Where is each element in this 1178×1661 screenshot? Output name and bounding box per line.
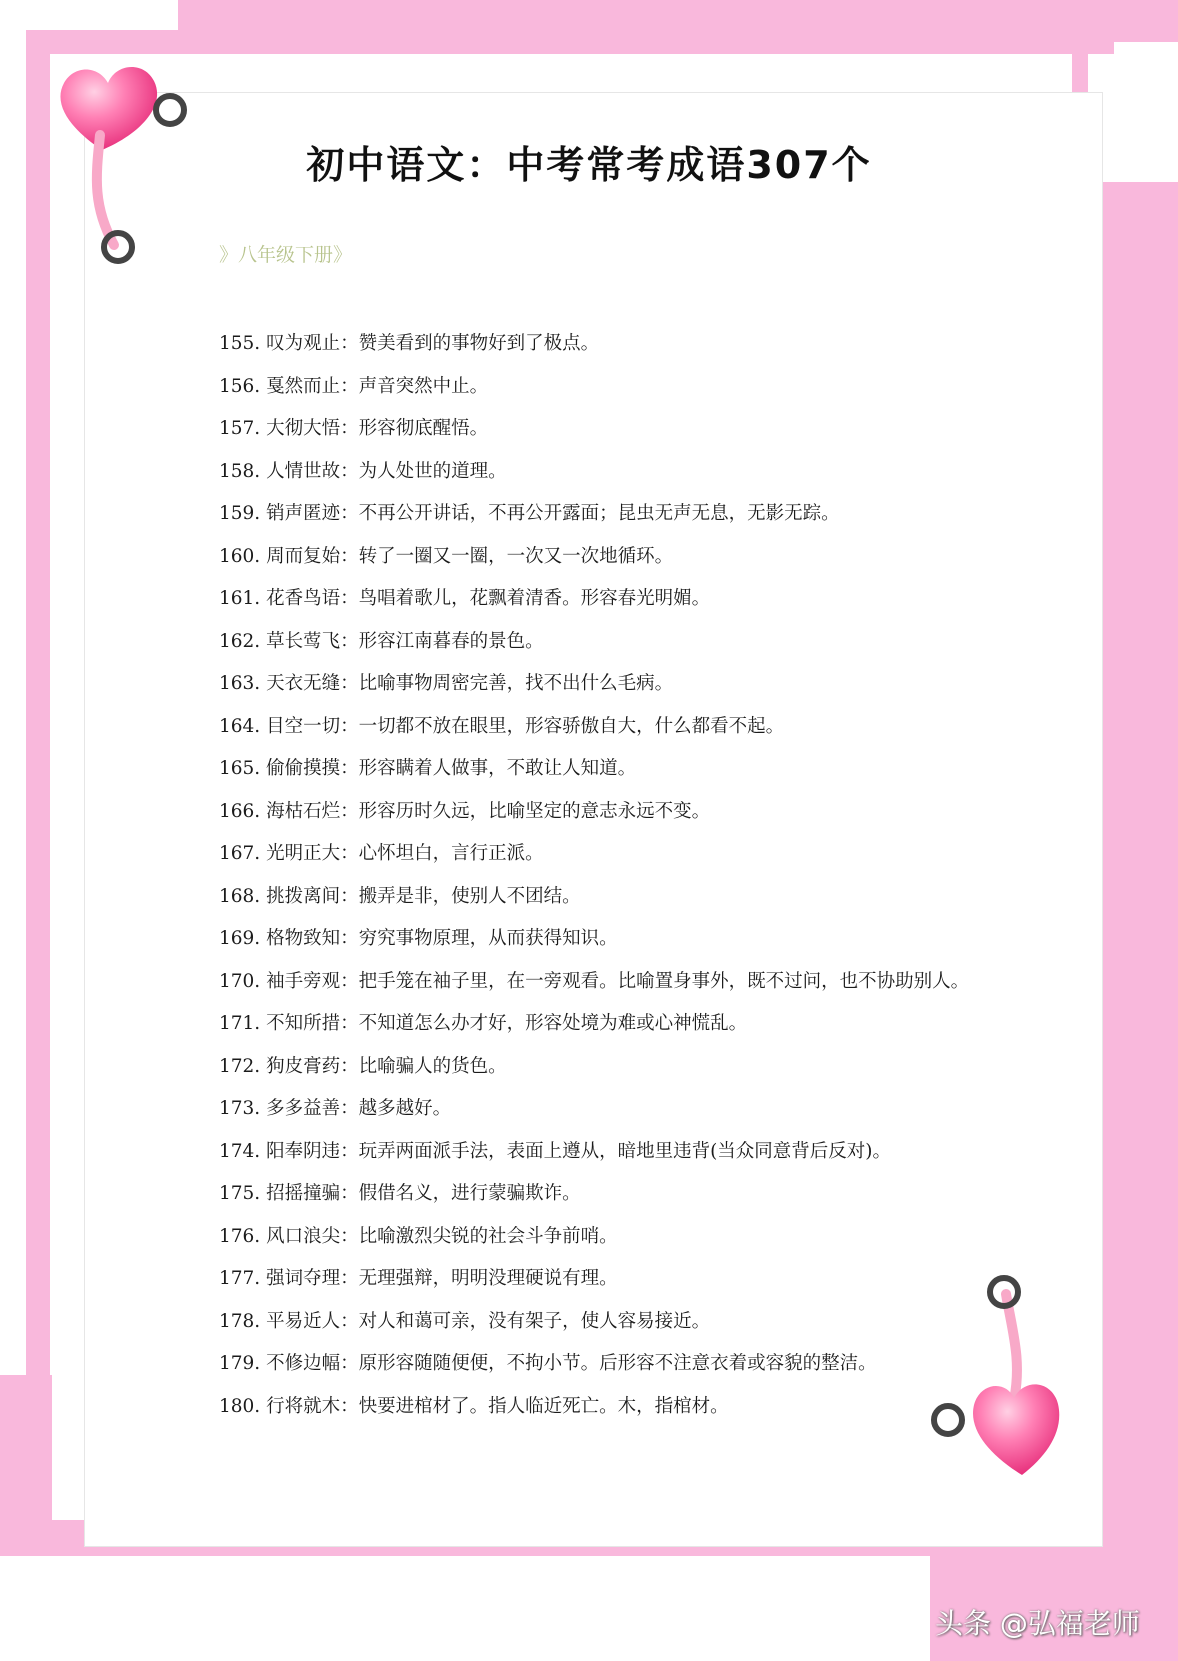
list-item: 168. 挑拨离间：搬弄是非，使别人不团结。 [219, 885, 581, 907]
list-item: 169. 格物致知：穷究事物原理，从而获得知识。 [219, 928, 618, 949]
list-item: 163. 天衣无缝：比喻事物周密完善，找不出什么毛病。 [219, 673, 674, 694]
idiom-list [219, 323, 969, 1428]
list-item: 180. 行将就木：快要进棺材了。指人临近死亡。木，指棺材。 [219, 1395, 729, 1417]
frame-left-strip [26, 30, 50, 1375]
list-item: 159. 销声匿迹：不再公开讲话，不再公开露面；昆虫无声无息，无影无踪。 [219, 503, 840, 524]
list-item: 176. 风口浪尖：比喻激烈尖锐的社会斗争前哨。 [219, 1225, 618, 1247]
list-item: 171. 不知所措：不知道怎么办才好，形容处境为难或心神慌乱。 [219, 1013, 748, 1034]
list-item: 167. 光明正大：心怀坦白，言行正派。 [219, 843, 544, 864]
list-item: 161. 花香鸟语：鸟唱着歌儿，花飘着清香。形容春光明媚。 [219, 588, 711, 609]
list-item: 165. 偷偷摸摸：形容瞒着人做事，不敢让人知道。 [219, 758, 637, 779]
list-item: 166. 海枯石烂：形容历时久远，比喻坚定的意志永远不变。 [219, 800, 711, 822]
section-subtitle: 》八年级下册》 [219, 244, 353, 266]
list-item: 160. 周而复始：转了一圈又一圈，一次又一次地循环。 [219, 545, 674, 567]
list-item: 178. 平易近人：对人和蔼可亲，没有架子，使人容易接近。 [219, 1310, 711, 1332]
author-watermark: 头条 @弘福老师 [935, 1607, 1140, 1640]
list-item: 156. 戛然而止：声音突然中止。 [219, 375, 489, 397]
list-item: 179. 不修边幅：原形容随随便便，不拘小节。后形容不注意衣着或容貌的整洁。 [219, 1353, 877, 1374]
list-item: 164. 目空一切：一切都不放在眼里，形容骄傲自大，什么都看不起。 [219, 715, 785, 737]
list-item: 172. 狗皮膏药：比喻骗人的货色。 [219, 1055, 507, 1077]
list-item: 174. 阳奉阴违：玩弄两面派手法，表面上遵从，暗地里违背(当众同意背后反对)。 [219, 1140, 892, 1162]
list-item: 158. 人情世故：为人处世的道理。 [219, 460, 507, 482]
list-item: 170. 袖手旁观：把手笼在袖子里，在一旁观看。比喻置身事外，既不过问，也不协助别人。 [219, 970, 970, 992]
list-item: 157. 大彻大悟：形容彻底醒悟。 [219, 418, 489, 439]
list-item: 177. 强词夺理：无理强辩，明明没理硬说有理。 [219, 1268, 618, 1289]
list-item: 175. 招摇撞骗：假借名义，进行蒙骗欺诈。 [219, 1183, 581, 1204]
frame-top-strip [26, 30, 1114, 54]
list-item: 162. 草长莺飞：形容江南暮春的景色。 [219, 630, 544, 652]
list-item: 173. 多多益善：越多越好。 [219, 1098, 452, 1119]
list-item: 155. 叹为观止：赞美看到的事物好到了极点。 [219, 333, 600, 354]
page-title: 初中语文：中考常考成语307个 [306, 143, 872, 187]
